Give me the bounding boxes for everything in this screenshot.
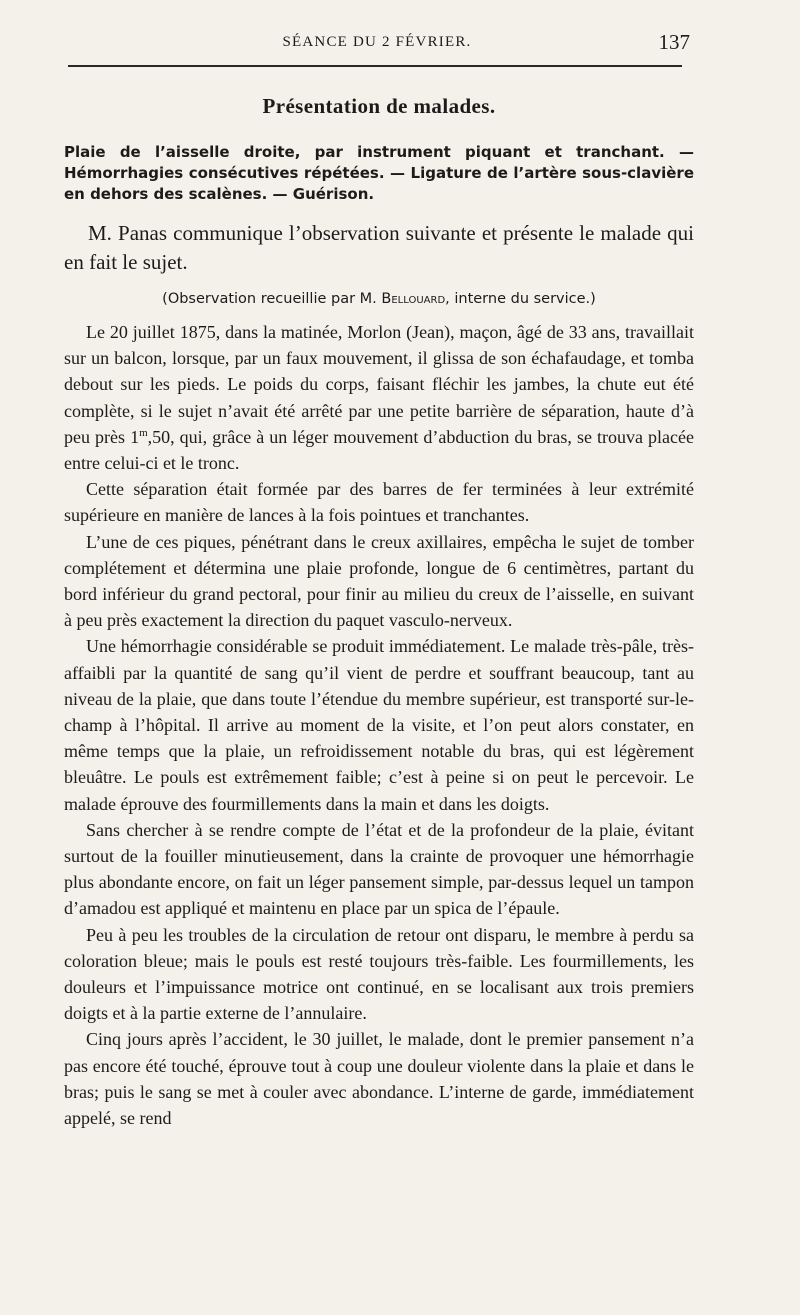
page-content (64, 94, 694, 1131)
byline-suffix: , interne du service.) (445, 291, 596, 307)
paragraph-6: Peu à peu les troubles de la circulation de retour ont disparu, le membre à perdu sa coloration bleue; mais le pouls est resté toujours très-faible. Les fourmillements, les douleurs et l’impuissance motrice ont continué, en se localisant aux trois premiers doigts et à la partie externe de l’annulaire. (64, 924, 694, 1024)
byline-author: Bellouard (381, 291, 446, 307)
observation-byline (64, 291, 694, 307)
byline-prefix: (Observation recueillie par M. (162, 291, 382, 307)
paragraph-4: Une hémorrhagie considérable se produit immédiatement. Le malade très-pâle, très-affaibli par la quantité de sang qu’il vient de perdre et souffrant beaucoup, tant au niveau de la plaie, que dans toute l’étendue du membre supérieur, est transporté sur-le-champ à l’hôpital. Il arrive au moment de la visite, et l’on peut alors constater, en même temps que la plaie, un refroidissement notable du bras, qui est légèrement bleuâtre. Le pouls est extrêmement faible; c’est à peine si on peut le percevoir. Le malade éprouve des fourmillements dans la main et dans les doigts. (64, 636, 694, 814)
paragraph-7: Cinq jours après l’accident, le 30 juillet, le malade, dont le premier pansement n’a pas encore été touché, éprouve tout à coup une douleur violente dans la plaie et dans le bras; puis le sang se met à couler avec abondance. L’interne de garde, immédiatement appelé, se rend (64, 1029, 694, 1129)
paragraph-5: Sans chercher à se rendre compte de l’état et de la profondeur de la plaie, évitant surtout de la fouiller minutieusement, dans la crainte de provoquer une hémorrhagie plus abondante encore, on fait un léger pansement simple, par-dessus lequel un tampon d’amadou est appliqué et maintenu en place par un spica de l’épaule. (64, 819, 694, 919)
running-title: SÉANCE DU 2 FÉVRIER. (282, 34, 472, 50)
header-rule (68, 65, 682, 67)
intro-paragraph: M. Panas communique l’observation suivante et présente le malade qui en fait le sujet. (64, 221, 694, 274)
case-title: Plaie de l’aisselle droite, par instrument piquant et tranchant. — Hémorrhagies consécutives répétées. — Ligature de l’artère sous-clavière en dehors des scalènes. — Guérison. (64, 143, 694, 203)
observation-body (64, 319, 694, 1131)
running-head (64, 30, 690, 58)
paragraph-3: L’une de ces piques, pénétrant dans le creux axillaires, empêcha le sujet de tomber complétement et détermina une plaie profonde, longue de 6 centimètres, partant du bord inférieur du grand pectoral, pour finir au milieu du creux de l’aisselle, en suivant à peu près exactement la direction du paquet vasculo-nerveux. (64, 531, 694, 631)
paragraph-1 (64, 319, 694, 476)
paragraph-2: Cette séparation était formée par des barres de fer terminées à leur extrémité supérieure en manière de lances à la fois pointues et tranchantes. (64, 479, 694, 526)
paragraph-1-text-a: Le 20 juillet 1875, dans la matinée, Morlon (Jean), maçon, âgé de 33 ans, travaillait sur un balcon, lorsque, par un faux mouvement, il glissa de son échafaudage, et tomba debout sur les pieds. Le poids du corps, faisant fléchir les jambes, la chute eut été complète, si le sujet n’avait été arrêté par une petite barrière de séparation, haute d’à peu près 1 (64, 322, 694, 447)
section-heading: Présentation de malades. (262, 94, 496, 118)
paragraph-1-superscript: m (139, 426, 148, 439)
page-number: 137 (658, 30, 690, 54)
paragraph-1-text-b: ,50, qui, grâce à un léger mouvement d’abduction du bras, se trouva placée entre celui-ci et le tronc. (64, 426, 694, 474)
